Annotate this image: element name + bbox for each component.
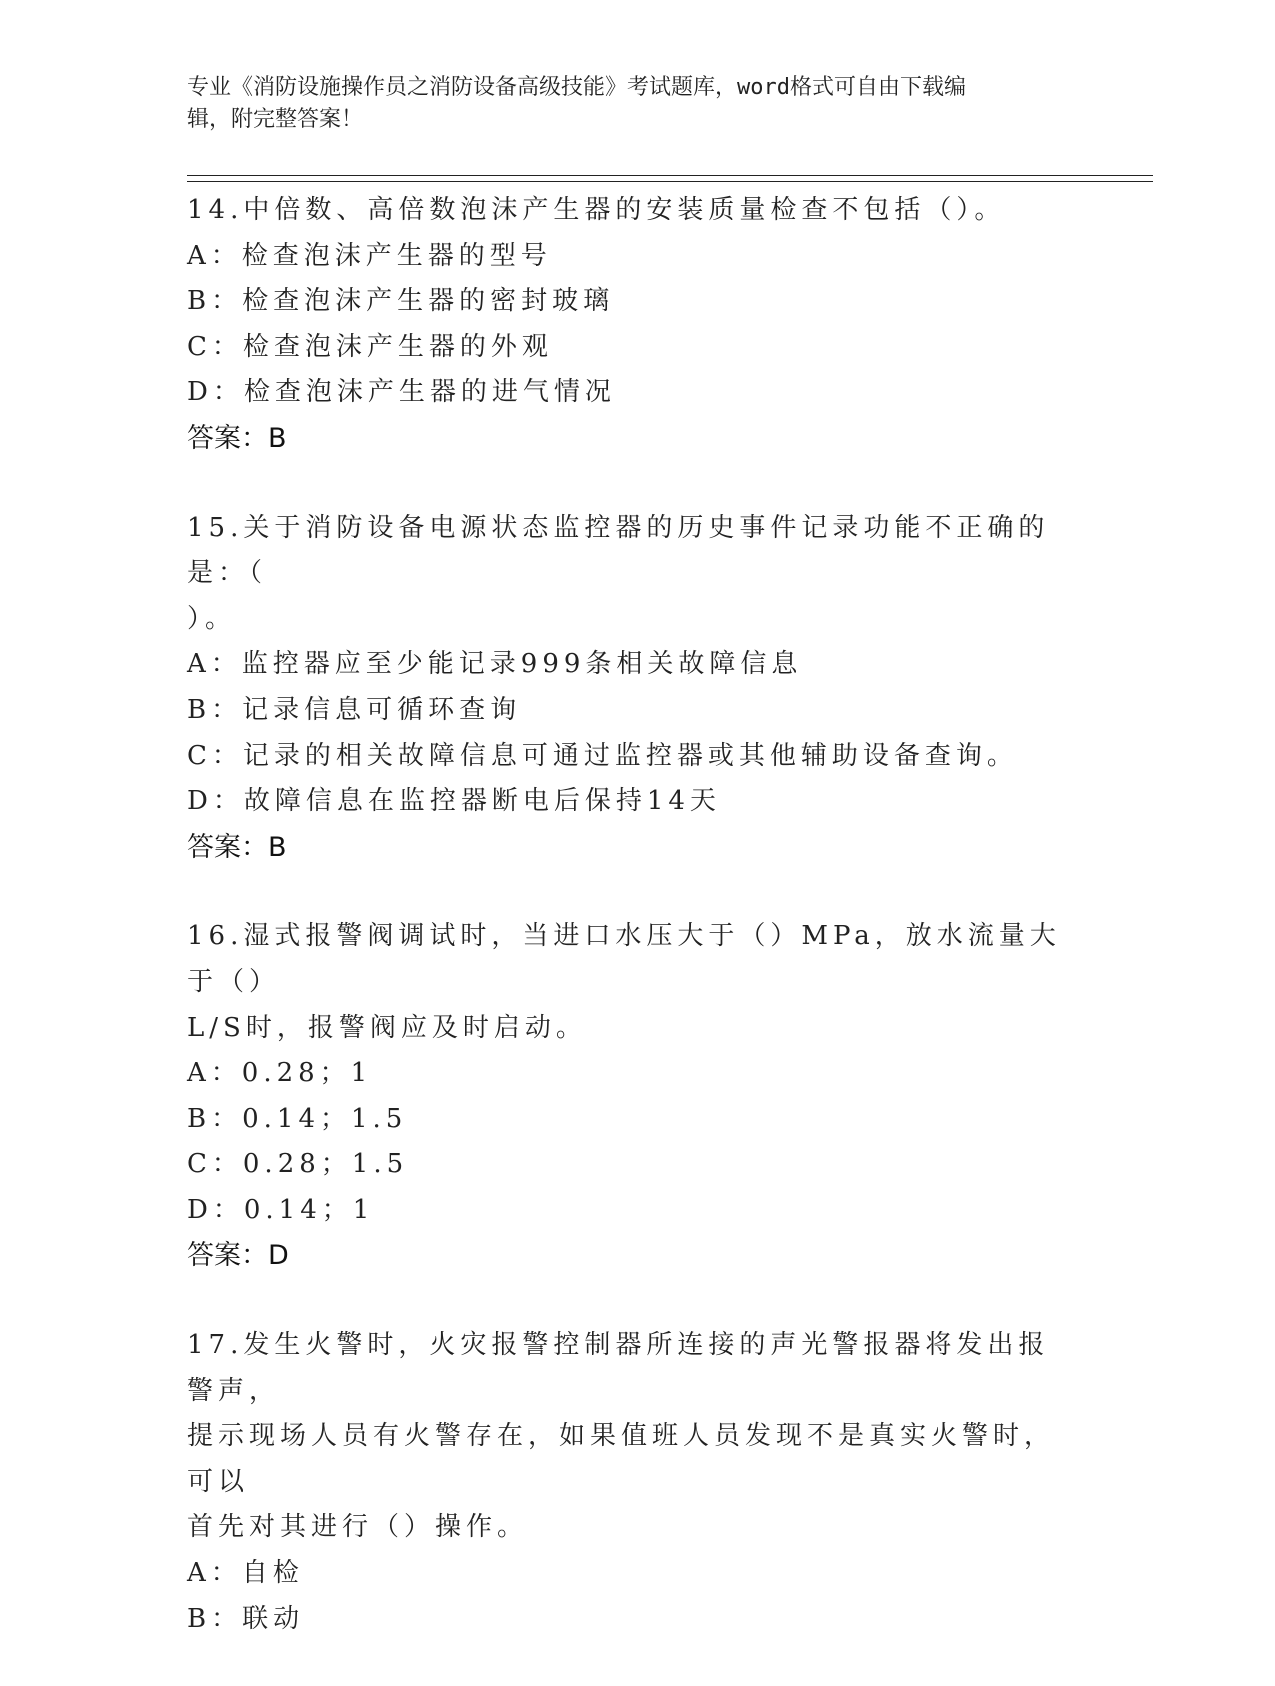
option-d: D：故障信息在监控器断电后保持14天 (187, 786, 721, 817)
question-stem-continued: L/S时，报警阀应及时启动。 (187, 1012, 587, 1043)
answer-label: 答案：B (187, 422, 287, 454)
option-b: B：0.14；1.5 (187, 1103, 408, 1134)
document-header (187, 72, 1067, 136)
question-stem-continued: 首先对其进行（）操作。 (187, 1512, 529, 1543)
question-16 (187, 914, 1067, 1279)
question-stem: 16.湿式报警阀调试时，当进口水压大于（）MPa，放水流量大于（） (187, 921, 1061, 997)
option-d: D：检查泡沫产生器的进气情况 (187, 377, 616, 408)
question-stem-continued: 提示现场人员有火警存在，如果值班人员发现不是真实火警时，可以 (187, 1421, 1056, 1497)
header-divider-top (187, 175, 1153, 176)
option-c: C：检查泡沫产生器的外观 (187, 331, 553, 362)
option-a: A：0.28；1 (187, 1058, 373, 1089)
question-17 (187, 1323, 1067, 1642)
question-15 (187, 506, 1067, 871)
option-d: D：0.14；1 (187, 1194, 375, 1225)
question-stem-continued: ）。 (187, 603, 237, 634)
header-line-2: 辑，附完整答案！ (187, 107, 364, 132)
option-c: C：0.28；1.5 (187, 1149, 409, 1180)
question-14 (187, 188, 1067, 462)
header-divider-bottom (187, 181, 1153, 182)
answer-label: 答案：D (187, 1240, 289, 1272)
question-stem: 17.发生火警时，火灾报警控制器所连接的声光警报器将发出报警声， (187, 1330, 1050, 1406)
option-a: A：自检 (187, 1558, 304, 1589)
option-a: A：监控器应至少能记录999条相关故障信息 (187, 649, 803, 680)
option-b: B：联动 (187, 1603, 305, 1634)
answer-label: 答案：B (187, 831, 287, 863)
option-c: C：记录的相关故障信息可通过监控器或其他辅助设备查询。 (187, 740, 1018, 771)
header-line-1: 专业《消防设施操作员之消防设备高级技能》考试题库，word格式可自由下载编 (187, 75, 966, 100)
option-b: B：检查泡沫产生器的密封玻璃 (187, 286, 615, 317)
question-list (187, 188, 1067, 1686)
option-b: B：记录信息可循环查询 (187, 694, 522, 725)
question-stem: 14.中倍数、高倍数泡沫产生器的安装质量检查不包括（）。 (187, 195, 1006, 225)
question-stem: 15.关于消防设备电源状态监控器的历史事件记录功能不正确的是：（ (187, 512, 1050, 589)
option-a: A：检查泡沫产生器的型号 (187, 240, 552, 271)
